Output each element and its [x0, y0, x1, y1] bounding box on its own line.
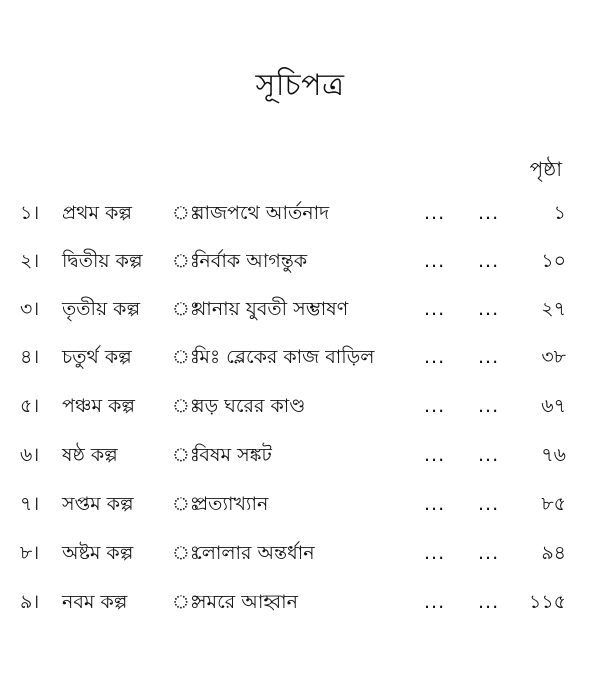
entry-colon: ঃ — [172, 591, 200, 613]
toc-entry — [0, 587, 600, 617]
entry-page-number: ৮৫ — [541, 493, 566, 515]
entry-number: ৩। — [20, 298, 40, 320]
entry-colon: ঃ — [172, 346, 200, 368]
entry-chapter: বিষম সঙ্কট — [194, 444, 272, 466]
entry-number: ৮। — [20, 542, 40, 564]
toc-entry — [0, 198, 600, 228]
entry-leader-dots: ... — [424, 346, 446, 368]
entry-leader-dots: ... — [478, 298, 500, 320]
entry-chapter: মিঃ ব্লেকের কাজ বাড়িল — [194, 346, 375, 368]
entry-part: ষষ্ঠ কল্প — [62, 444, 118, 466]
toc-entry — [0, 246, 600, 276]
entry-page-number: ১ — [553, 202, 566, 224]
entry-leader-dots: ... — [424, 591, 446, 613]
entry-part: অষ্টম কল্প — [62, 542, 134, 564]
page-title: সূচিপত্র — [255, 68, 345, 103]
entry-page-number: ৯৪ — [541, 542, 566, 564]
entry-number: ২। — [20, 250, 40, 272]
entry-leader-dots: ... — [424, 202, 446, 224]
toc-entry — [0, 391, 600, 421]
entry-part: দ্বিতীয় কল্প — [62, 250, 143, 272]
entry-part: সপ্তম কল্প — [62, 493, 134, 515]
entry-leader-dots: ... — [424, 250, 446, 272]
entry-number: ৯। — [20, 591, 40, 613]
entry-part: নবম কল্প — [62, 591, 128, 613]
entry-number: ৬। — [20, 444, 40, 466]
entry-page-number: ১১৫ — [529, 591, 566, 613]
toc-entry — [0, 489, 600, 519]
entry-part: চতুর্থ কল্প — [62, 346, 132, 368]
entry-page-number: ২৭ — [541, 298, 566, 320]
entry-colon: ঃ — [172, 395, 200, 417]
entry-chapter: লোলার অন্তর্ধান — [194, 542, 315, 564]
entry-leader-dots: ... — [424, 298, 446, 320]
toc-entry — [0, 342, 600, 372]
entry-chapter: থানায় যুবতী সম্ভাষণ — [194, 298, 349, 320]
entry-leader-dots: ... — [478, 346, 500, 368]
entry-leader-dots: ... — [478, 542, 500, 564]
entry-chapter: প্রত্যাখ্যান — [194, 493, 269, 515]
entry-leader-dots: ... — [424, 444, 446, 466]
toc-entry — [0, 440, 600, 470]
entry-colon: ঃ — [172, 542, 200, 564]
entry-chapter: বড় ঘরের কাণ্ড — [194, 395, 306, 417]
entry-leader-dots: ... — [424, 395, 446, 417]
entry-page-number: ৭৬ — [541, 444, 566, 466]
entry-chapter: নির্বাক আগন্তুক — [194, 250, 308, 272]
entry-leader-dots: ... — [424, 493, 446, 515]
entry-leader-dots: ... — [478, 444, 500, 466]
entry-part: পঞ্চম কল্প — [62, 395, 135, 417]
entry-number: ৭। — [20, 493, 40, 515]
entry-page-number: ৬৭ — [541, 395, 566, 417]
page-column-header: পৃষ্ঠা — [529, 157, 562, 181]
entry-leader-dots: ... — [478, 250, 500, 272]
entry-page-number: ৩৮ — [541, 346, 566, 368]
entry-number: ৪। — [20, 346, 40, 368]
entry-chapter: রাজপথে আর্তনাদ — [194, 202, 330, 224]
entry-leader-dots: ... — [478, 493, 500, 515]
toc-entry — [0, 538, 600, 568]
entry-chapter: সমরে আহ্বান — [194, 591, 298, 613]
entry-leader-dots: ... — [478, 202, 500, 224]
entry-colon: ঃ — [172, 444, 200, 466]
entry-leader-dots: ... — [478, 395, 500, 417]
entry-colon: ঃ — [172, 202, 200, 224]
entry-part: তৃতীয় কল্প — [62, 298, 141, 320]
entry-part: প্রথম কল্প — [62, 202, 132, 224]
entry-page-number: ১০ — [541, 250, 566, 272]
entry-number: ৫। — [20, 395, 40, 417]
entry-number: ১। — [20, 202, 40, 224]
entry-colon: ঃ — [172, 298, 200, 320]
entry-colon: ঃ — [172, 250, 200, 272]
entry-leader-dots: ... — [478, 591, 500, 613]
toc-entry — [0, 294, 600, 324]
entry-leader-dots: ... — [424, 542, 446, 564]
entry-colon: ঃ — [172, 493, 200, 515]
